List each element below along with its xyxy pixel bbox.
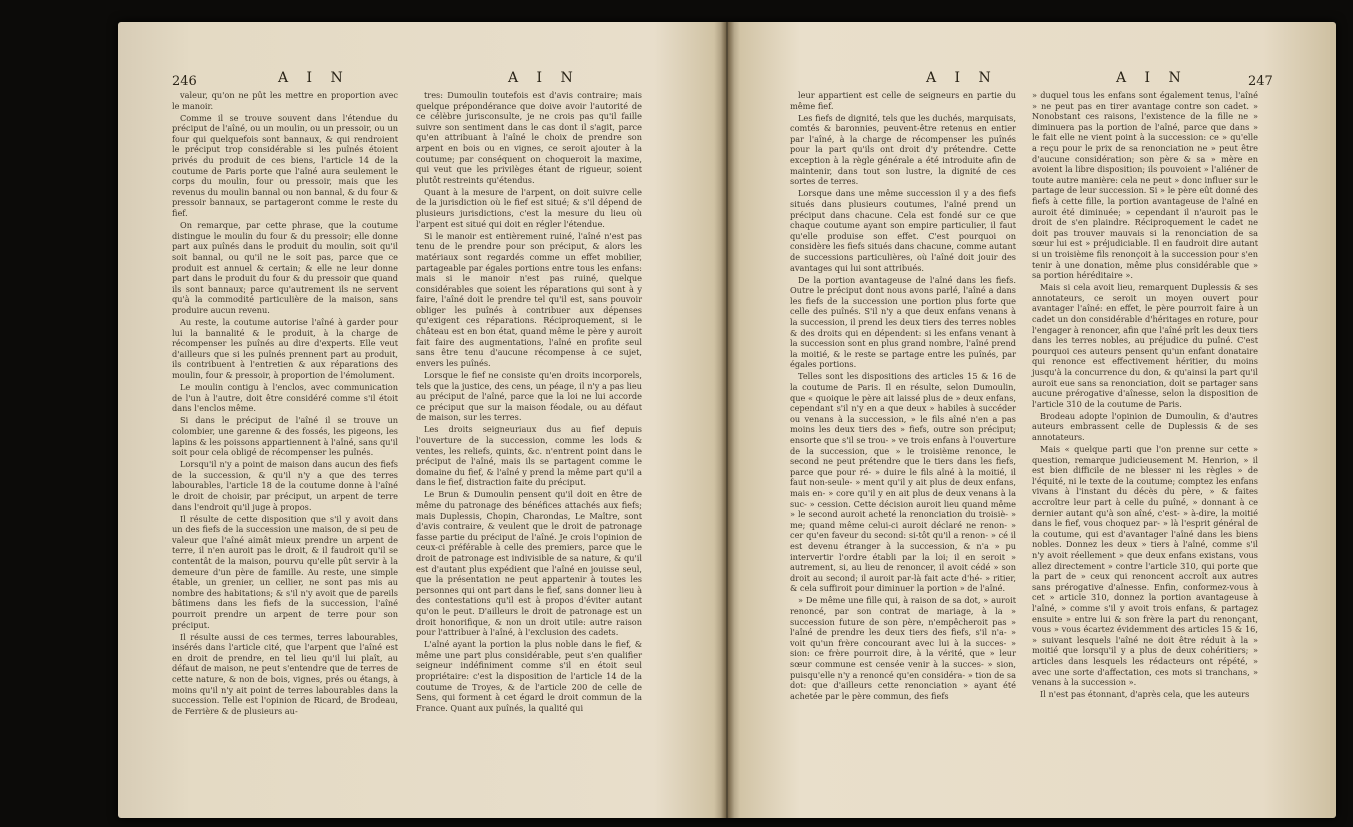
paragraph: Mais si cela avoit lieu, remarquent Duplessis & ses annotateurs, ce seroit un moyen ouvert pour avantager l'aîné: en effet, le père pourroit faire à un cadet un don considérable d'héritages en roture, pour l'engager à renoncer, afin que l'aîné prît les deux tiers dans les terres nobles, au préjudice du puîné. C'est pourquoi ces auteurs pensent qu'un enfant donataire qui renonce est effectivement héritier, du moins jusqu'à la concurrence du don, & qu'ainsi la part qu'il auroit eue sans sa renonciation, doit se partager sans aucune prérogative d'aînesse, selon la disposition de l'article 310 de la coutume de Paris. [1032, 282, 1258, 409]
paragraph: Le Brun & Dumoulin pensent qu'il doit en être de même du patronage des bénéfices attachés aux fiefs; mais Duplessis, Chopin, Charondas, Le Maître, sont d'avis contraire, & veulent que le droit de patronage fasse partie du préciput de l'aîné. Je crois l'opinion de ceux-ci préférable à celle des premiers, parce que le droit de patronage est indivisible de sa nature, & qu'il est d'autant plus expédient que l'aîné en jouisse seul, que la présentation ne peut appartenir à toutes les personnes qui ont part dans le fief, sans donner lieu à des contestations qu'il est à propos d'éviter autant qu'on le peut. D'ailleurs le droit de patronage est un droit honorifique, & non un droit utile: autre raison pour l'attribuer à l'aîné, à l'exclusion des cadets. [416, 489, 642, 638]
text-column-right [1032, 90, 1258, 701]
paragraph: valeur, qu'on ne pût les mettre en proportion avec le manoir. [172, 90, 398, 111]
paragraph: Lorsque dans une même succession il y a des fiefs situés dans plusieurs coutumes, l'aîné prend un préciput dans chacune. Cela est fondé sur ce que chaque coutume ayant son empire particulier, il faut qu'elle produise son effet. C'est pourquoi on considère les fiefs situés dans chacune, comme autant de successions particulières, où l'aîné doit jouir des avantages qui lui sont attribués. [790, 188, 1016, 273]
paragraph: Si le manoir est entièrement ruiné, l'aîné n'est pas tenu de le prendre pour son préciput, & alors les matériaux sont regardés comme un effet mobilier, partageable par égales portions entre tous les enfans: mais si le manoir n'est pas ruiné, quelque considérables que soient les réparations qui sont à y faire, l'aîné doit le prendre tel qu'il est, sans pouvoir obliger les puînés à contribuer aux dépenses qu'exigent ces réparations. Réciproquement, si le château est en bon état, quand même le père y auroit fait faire des augmentations, l'aîné en profite seul sans être tenu d'aucune récompense à ce sujet, envers les puînés. [416, 230, 642, 368]
page-number: 247 [1248, 74, 1273, 89]
paragraph: Au reste, la coutume autorise l'aîné à garder pour lui la bannalité & le produit, à la charge de récompenser les puînés au dire d'experts. Elle veut d'ailleurs que si les puînés prennent part au produit, ils contribuent à l'entretien & aux réparations des moulin, four & pressoir, à proportion de l'émolument. [172, 316, 398, 380]
paragraph: leur appartient est celle de seigneurs en partie du même fief. [790, 90, 1016, 111]
paragraph: Mais « quelque parti que l'on prenne sur cette » question, remarque judicieusement M. Henrion, » il est bien difficile de ne blesser ni les règles » de l'équité, ni le texte de la coutume; comptez les enfans vivans à l'instant du décès du père, » & faites accroître leur part à celle du puîné, » donnant à ce dernier autant qu'à son aîné, c'est- » à-dire, la moitié dans le fief, vous choquez par- » là l'esprit général de la coutume, qui est d'avantager l'aîné dans les biens nobles. Donnez les deux » tiers à l'aîné, comme s'il n'y avoit réellement » que deux enfans existans, vous allez directement » contre l'article 310, qui porte que la part de » ceux qui renoncent accroît aux autres sans prérogative d'aînesse. Enfin, conformez-vous à cet » article 310, donnez la portion avantageuse à l'aîné, » comme s'il y avoit trois enfans, & partagez ensuite » entre lui & son frère la part du renonçant, vous » vous écartez évidemment des articles 15 & 16, » suivant lesquels l'aîné ne doit être réduit à la » moitié que lorsqu'il y a plus de deux cohéritiers; » articles dans lesquels les rédacteurs ont répété, » avec une sorte d'affectation, ces mots si tranchans, » venans à la succession ». [1032, 444, 1258, 688]
page-number: 246 [172, 74, 197, 89]
paragraph: On remarque, par cette phrase, que la coutume distingue le moulin du four & du pressoir; elle donne part aux puînés dans le produit du moulin, soit qu'il soit bannal, ou qu'il ne le soit pas, parce que ce produit est annuel & certain; & elle ne leur donne part dans le produit du four & du pressoir que quand ils sont bannaux; parce qu'autrement ils ne servent qu'à la commodité particulière de la maison, sans produire aucun revenu. [172, 220, 398, 315]
paragraph: Les fiefs de dignité, tels que les duchés, marquisats, comtés & baronnies, peuvent-être retenus en entier par l'aîné, à la charge de récompenser les puînés pour la part qu'ils ont droit d'y prétendre. Cette exception à la règle générale a été introduite afin de maintenir, dans tout son lustre, la dignité de ces sortes de terres. [790, 112, 1016, 187]
right-page [730, 22, 1336, 818]
running-head: A I N [926, 70, 998, 86]
paragraph: Les droits seigneuriaux dus au fief depuis l'ouverture de la succession, comme les lods & ventes, les reliefs, quints, &c. n'entrent point dans le préciput de l'aîné, mais ils se partagent comme le domaine du fief, & l'aîné y prend la même part qu'il a dans le fief, distraction faite du préciput. [416, 424, 642, 488]
paragraph: De la portion avantageuse de l'aîné dans les fiefs. Outre le préciput dont nous avons parlé, l'aîné a dans les fiefs de la succession une portion plus forte que celle des puînés. S'il n'y a que deux enfans venans à la succession, il prend les deux tiers des terres nobles & des droits qui en dépendent: si les enfans venant à la succession sont en plus grand nombre, l'aîné prend la moitié, & le reste se partage entre les puînés, par égales portions. [790, 274, 1016, 370]
paragraph: L'aîné ayant la portion la plus noble dans le fief, & même une part plus considérable, peut s'en qualifier seigneur indéfiniment comme s'il en étoit seul propriétaire: c'est la disposition de l'article 14 de la coutume de Troyes, & de l'article 200 de celle de Sens, qui forment à cet égard le droit commun de la France. Quant aux puînés, la qualité qui [416, 639, 642, 713]
paragraph: Il n'est pas étonnant, d'après cela, que les auteurs [1040, 689, 1250, 700]
text-column-left [790, 90, 1016, 703]
book-spread [118, 22, 1336, 818]
paragraph: tres: Dumoulin toutefois est d'avis contraire; mais quelque prépondérance que doive avoir l'autorité de ce célèbre jurisconsulte, je ne crois pas qu'il faille suivre son sentiment dans le cas dont il s'agit, parce qu'en attribuant à l'aîné le choix de prendre son arpent en bois ou en vignes, ce seroit ajouter à la coutume; par conséquent on choqueroit la maxime, qui veut que les privilèges étant de rigueur, soient plutôt restreints qu'étendus. [416, 90, 642, 185]
paragraph: Si dans le préciput de l'aîné il se trouve un colombier, une garenne & des fossés, les pigeons, les lapins & les poissons appartiennent à l'aîné, sans qu'il soit pour cela obligé de récompenser les puînés. [172, 415, 398, 458]
paragraph: Il résulte de cette disposition que s'il y avoit dans un des fiefs de la succession une maison, de si peu de valeur que l'aîné aimât mieux prendre un arpent de terre, il n'en auroit pas le droit, & il faudroit qu'il se contentât de la maison, pourvu qu'elle pût servir à la demeure d'un père de famille. Au reste, une simple étable, un grenier, un cellier, ne sont pas mis au nombre des habitations; & s'il n'y avoit que de pareils bâtimens dans les fiefs de la succession, l'aîné pourroit prendre un arpent de terre pour son préciput. [172, 513, 398, 630]
text-column-left [172, 90, 398, 718]
paragraph: Comme il se trouve souvent dans l'étendue du préciput de l'aîné, ou un moulin, ou un pressoir, ou un four qui quelquefois sont bannaux, & qui rendroient le préciput trop considérable si les puînés étoient privés du produit de ces biens, l'article 14 de la coutume de Paris porte que l'aîné aura seulement le corps du moulin, four ou pressoir, mais que les revenus du moulin bannal ou non bannal, & du four & pressoir bannaux, se partageront comme le reste du fief. [172, 112, 398, 219]
paragraph: Lorsque le fief ne consiste qu'en droits incorporels, tels que la justice, des cens, un péage, il n'y a pas lieu au préciput de l'aîné, parce que la loi ne lui accorde ce préciput que sur la maison féodale, ou au défaut de maison, sur les terres. [416, 369, 642, 423]
paragraph: Lorsqu'il n'y a point de maison dans aucun des fiefs de la succession, & qu'il n'y a que des terres labourables, l'article 18 de la coutume donne à l'aîné le droit de choisir, par préciput, un arpent de terre dans l'endroit qu'il juge à propos. [172, 459, 398, 512]
paragraph: Il résulte aussi de ces termes, terres labourables, insérés dans l'article cité, que l'arpent que l'aîné est en droit de prendre, en tel lieu qu'il lui plaît, au défaut de maison, ne peut s'entendre que de terres de cette nature, & non de bois, vignes, prés ou étangs, à moins qu'il n'y ait point de terres labourables dans la succession. Telle est l'opinion de Ricard, de Brodeau, de Ferrière & de plusieurs au- [172, 631, 398, 716]
text-column-right [416, 90, 642, 715]
paragraph: Brodeau adopte l'opinion de Dumoulin, & d'autres auteurs embrassent celle de Duplessis & de ses annotateurs. [1032, 410, 1258, 442]
paragraph: » De même une fille qui, à raison de sa dot, » auroit renoncé, par son contrat de mariage, à la » succession future de son père, n'empêcheroit pas » l'aîné de prendre les deux tiers des fiefs, s'il n'a- » voit qu'un frère concourant avec lui à la succes- » sion: ce frère pourroit dire, à la vérité, que » leur sœur commune est censée venir à la succes- » sion, puisqu'elle n'y a renoncé qu'en considéra- » tion de sa dot: que d'ailleurs cette renonciation » ayant été achetée par le père commun, des fiefs [790, 595, 1016, 701]
running-head: A I N [508, 70, 580, 86]
paragraph: » duquel tous les enfans sont également tenus, l'aîné » ne peut pas en tirer avantage contre son cadet. » Nonobstant ces raisons, l'existence de la fille ne » diminuera pas la portion de l'aîné, parce que dans » le fait elle ne vient point à la succession: ce » qu'elle a reçu pour le prix de sa renonciation ne » peut être d'aucune considération; son père & sa » mère en avoient la libre disposition; ils pouvoient » l'aliéner de toute autre manière: cela ne peut » donc influer sur le partage de leur succession. Si » le père eût donné des fiefs à cette fille, la portion avantageuse de l'aîné en auroit été diminuée; » cependant il n'auroit pas le droit de s'en plaindre. Réciproquement le cadet ne doit pas trouver mauvais si la renonciation de sa sœur lui est » préjudiciable. Il en faudroit dire autant si un troisième fils renonçoit à la succession pour s'en tenir à une donation, même plus considérable que » sa portion héréditaire ». [1032, 90, 1258, 281]
paragraph: Le moulin contigu à l'enclos, avec communication de l'un à l'autre, doit être considéré comme s'il étoit dans l'enclos même. [172, 382, 398, 414]
paragraph: Telles sont les dispositions des articles 15 & 16 de la coutume de Paris. Il en résulte, selon Dumoulin, que « quoique le père ait laissé plus de » deux enfans, cependant s'il n'y en a que deux » habiles à succéder ou venans à la succession, » le fils aîné n'en a pas moins les deux tiers des » fiefs, outre son préciput; ensorte que s'il se trou- » ve trois enfans à l'ouverture de la succession, que » le troisième renonce, le second ne peut prétendre que le tiers dans les fiefs, parce que pour ré- » duire le fils aîné à la moitié, il faut non-seule- » ment qu'il y ait plus de deux enfans, mais en- » core qu'il y en ait plus de deux venans à la suc- » cession. Cette décision auroit lieu quand même » le second auroit acheté la renonciation du troisiè- » me; quand même celui-ci auroit déclaré ne renon- » cer qu'en faveur du second: si-tôt qu'il a renon- » cé il est devenu étranger à la succession, & n'a » pu intervertir l'ordre établi par la loi; il en seroit » autrement, si, au lieu de renoncer, il avoit cédé » son droit au second; il auroit par-là fait acte d'hé- » ritier, & cela suffiroit pour diminuer la portion » de l'aîné. [790, 371, 1016, 594]
running-head: A I N [1116, 70, 1188, 86]
paragraph: Quant à la mesure de l'arpent, on doit suivre celle de la jurisdiction où le fief est situé; & s'il dépend de plusieurs jurisdictions, c'est la mesure du lieu où l'arpent est situé qui doit en régler l'étendue. [416, 186, 642, 229]
running-head: A I N [278, 70, 350, 86]
left-page [118, 22, 724, 818]
